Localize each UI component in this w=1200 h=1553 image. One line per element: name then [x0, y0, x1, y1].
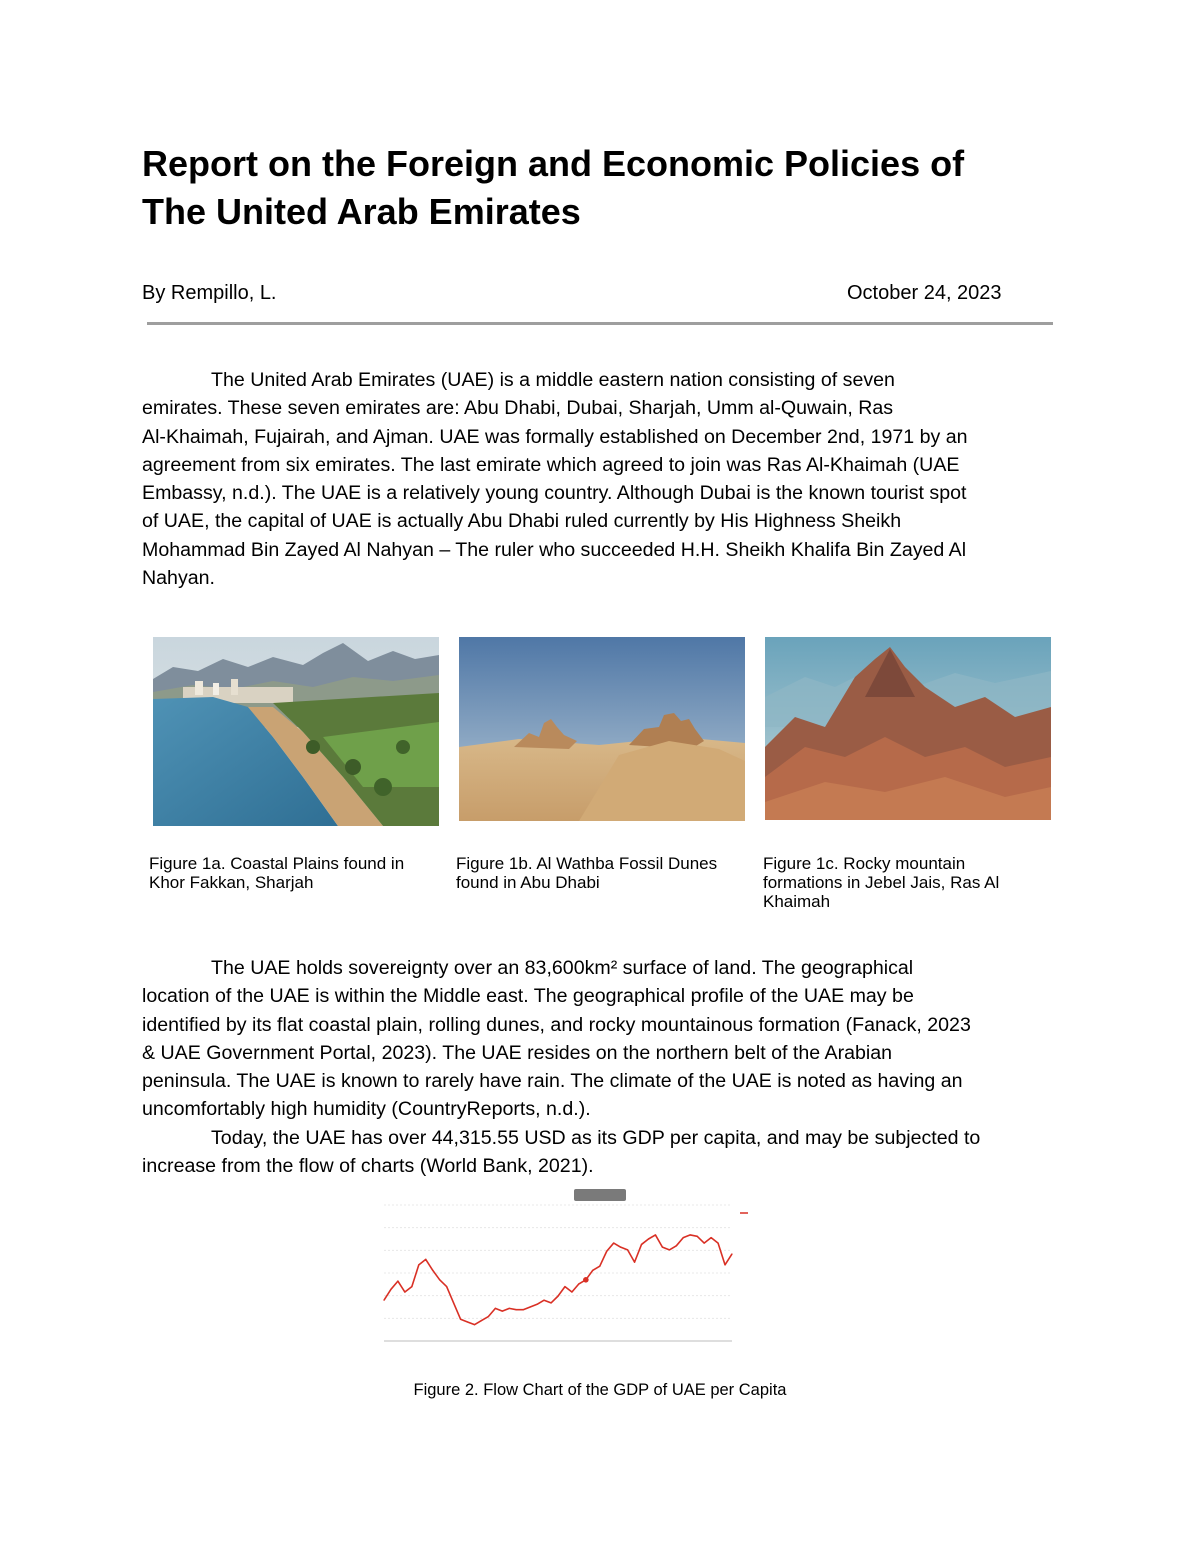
- paragraph-line: increase from the flow of charts (World Bank, 2021).: [142, 1155, 594, 1178]
- data-point: [662, 1247, 663, 1248]
- paragraph-line: emirates. These seven emirates are: Abu Dhabi, Dubai, Sharjah, Umm al-Quwain, Ras: [142, 397, 894, 420]
- data-point: [530, 1306, 531, 1307]
- data-point: [523, 1309, 524, 1310]
- paragraph-line: Mohammad Bin Zayed Al Nahyan – The ruler who succeeded H.H. Sheikh Khalifa Bin Zayed Al: [142, 538, 967, 561]
- paragraph-line: peninsula. The UAE is known to rarely have rain. The climate of the UAE is noted as having an: [142, 1070, 963, 1093]
- data-point: [502, 1310, 503, 1311]
- paragraph-line: The UAE holds sovereignty over an 83,600km² surface of land. The geographical: [211, 957, 914, 979]
- data-point: [543, 1300, 544, 1301]
- caption-line: Figure 1a. Coastal Plains found in: [149, 854, 405, 873]
- caption-line: Khor Fakkan, Sharjah: [149, 873, 314, 892]
- caption-line: formations in Jebel Jais, Ras Al: [763, 873, 1000, 892]
- data-point: [516, 1309, 517, 1310]
- title-line-1: Report on the Foreign and Economic Policies of: [142, 143, 965, 184]
- data-point: [432, 1270, 433, 1271]
- paragraph-line: Today, the UAE has over 44,315.55 USD as its GDP per capita, and may be subjected to: [211, 1126, 981, 1149]
- data-point: [481, 1320, 482, 1321]
- report-date: October 24, 2023: [847, 282, 1002, 304]
- data-point: [509, 1308, 510, 1309]
- data-point: [669, 1249, 670, 1250]
- data-point: [704, 1242, 705, 1243]
- caption-line: Khaimah: [763, 892, 831, 911]
- paragraph-line: The United Arab Emirates (UAE) is a middle eastern nation consisting of seven: [211, 369, 895, 391]
- data-point: [537, 1304, 538, 1305]
- data-point: [411, 1286, 412, 1287]
- figure-2-caption: Figure 2. Flow Chart of the GDP of UAE per Capita: [413, 1381, 787, 1399]
- data-point: [711, 1237, 712, 1238]
- chart-tooltip: [574, 1189, 626, 1201]
- data-point: [717, 1242, 718, 1243]
- data-point: [648, 1238, 649, 1239]
- data-point: [634, 1262, 635, 1263]
- data-point: [418, 1264, 419, 1265]
- caption-line: Figure 1b. Al Wathba Fossil Dunes: [456, 854, 718, 873]
- data-point: [557, 1296, 558, 1297]
- figure-1a-caption: [149, 854, 434, 892]
- data-point: [439, 1279, 440, 1280]
- rocky-mountains-photo: [765, 637, 1051, 820]
- gdp-per-capita-chart: [352, 1183, 822, 1363]
- data-point: [474, 1324, 475, 1325]
- gdp-series-line: [384, 1235, 732, 1325]
- data-point: [390, 1289, 391, 1290]
- data-point: [467, 1321, 468, 1322]
- paragraph-line: identified by its flat coastal plain, rolling dunes, and rocky mountainous formation (Fanack, 2023: [142, 1013, 971, 1036]
- data-point: [571, 1291, 572, 1292]
- data-point: [460, 1319, 461, 1320]
- paragraph-line: & UAE Government Portal, 2023). The UAE resides on the northern belt of the Arabian: [142, 1041, 893, 1064]
- data-point: [676, 1245, 677, 1246]
- gdp-chart-svg: [352, 1183, 822, 1363]
- data-point: [613, 1242, 614, 1243]
- data-point: [620, 1247, 621, 1248]
- caption-line: Figure 1c. Rocky mountain: [763, 854, 966, 873]
- data-point: [453, 1302, 454, 1303]
- author-byline: By Rempillo, L.: [142, 282, 277, 304]
- data-point: [599, 1266, 600, 1267]
- figure-1c-caption: [763, 854, 1048, 911]
- title-line-2: The United Arab Emirates: [142, 191, 581, 232]
- figure-1b-caption: [456, 854, 741, 892]
- data-point: [425, 1259, 426, 1260]
- data-point: [655, 1234, 656, 1235]
- paragraph-line: uncomfortably high humidity (CountryReports, n.d.).: [142, 1098, 591, 1121]
- data-point: [578, 1283, 579, 1284]
- intro-paragraph: [142, 366, 1067, 592]
- data-point: [606, 1251, 607, 1252]
- paragraph-line: Al-Khaimah, Fujairah, and Ajman. UAE was formally established on December 2nd, 1971 by an: [142, 425, 968, 448]
- paragraph-line: Nahyan.: [142, 567, 215, 590]
- header-divider: [147, 322, 1053, 325]
- data-point: [592, 1270, 593, 1271]
- data-point: [690, 1234, 691, 1235]
- paragraph-line: Embassy, n.d.). The UAE is a relatively young country. Although Dubai is the known tourist spot: [142, 482, 967, 505]
- data-point: [383, 1300, 384, 1301]
- data-point: [731, 1253, 732, 1254]
- caption-line: found in Abu Dhabi: [456, 873, 600, 892]
- highlighted-data-point: [583, 1277, 589, 1283]
- data-point: [627, 1249, 628, 1250]
- geography-paragraph: [142, 954, 1067, 1180]
- fossil-dunes-photo: [459, 637, 745, 821]
- data-point: [724, 1264, 725, 1265]
- data-point: [683, 1237, 684, 1238]
- data-point: [446, 1286, 447, 1287]
- coastal-plains-photo: [153, 637, 439, 826]
- data-point: [697, 1236, 698, 1237]
- paragraph-line: agreement from six emirates. The last emirate which agreed to join was Ras Al-Khaimah (UAE: [142, 453, 960, 476]
- data-point: [564, 1286, 565, 1287]
- data-point: [641, 1244, 642, 1245]
- data-point: [404, 1291, 405, 1292]
- data-point: [495, 1308, 496, 1309]
- data-point: [550, 1302, 551, 1303]
- paragraph-line: location of the UAE is within the Middle east. The geographical profile of the UAE may be: [142, 985, 914, 1008]
- paragraph-line: of UAE, the capital of UAE is actually Abu Dhabi ruled currently by His Highness Sheikh: [142, 510, 902, 533]
- data-point: [488, 1316, 489, 1317]
- data-point: [397, 1281, 398, 1282]
- document-title: [142, 140, 1082, 236]
